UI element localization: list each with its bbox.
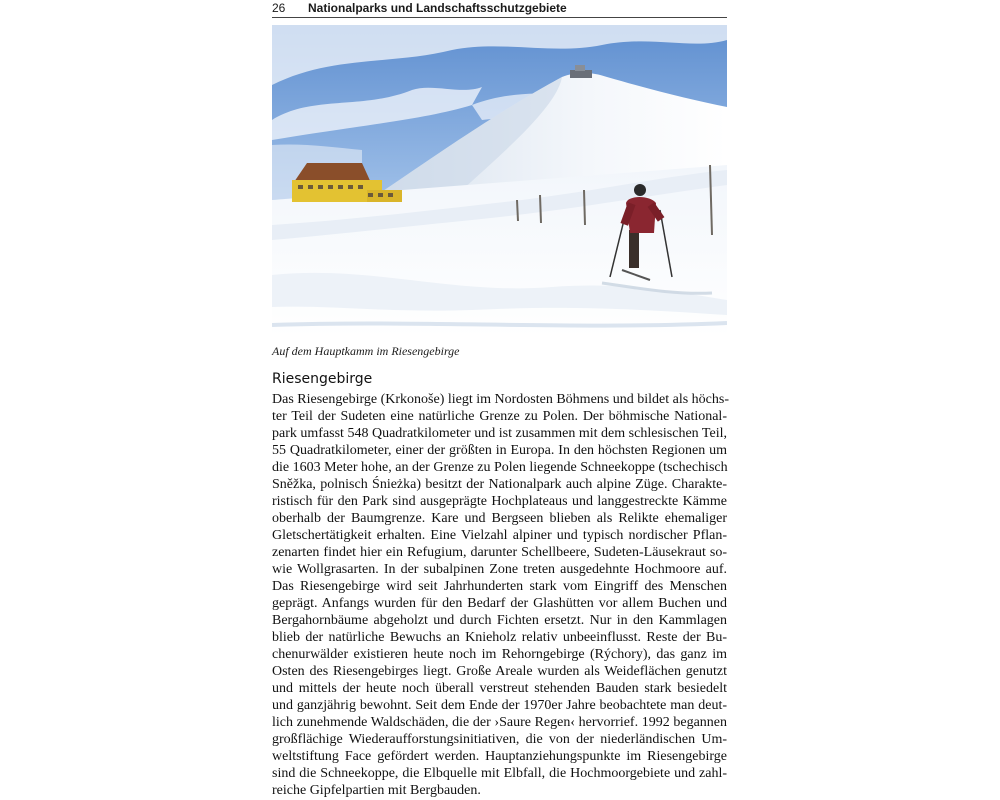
text-line: Sněžka, polnisch Śnieżka) besitzt der Nationalpark auch alpine Züge. Charakte- (272, 477, 727, 492)
running-head (272, 0, 727, 18)
text-line: Gletschertätigkeit erhalten. Eine Vielzahl alpiner und typisch nordischer Pflan- (272, 528, 727, 543)
text-line: oberhalb der Baumgrenze. Kare und Bergseen blieben als Relikte ehemaliger (272, 511, 727, 526)
text-line: chenurwälder existieren heute noch im Rehorngebirge (Rýchory), das ganz im (272, 647, 727, 662)
text-line: weltstiftung Face gefördert werden. Hauptanziehungspunkte im Riesengebirge (272, 749, 727, 764)
text-line: geprägt. Anfangs wurden für den Bedarf der Glashütten vor allem Buchen und (272, 596, 727, 611)
text-line: die 1603 Meter hohe, an der Grenze zu Polen liegende Schneekoppe (tschechisch (272, 460, 728, 475)
text-line: Das Riesengebirge (Krkonoše) liegt im Nordosten Böhmens und bildet als höchs- (272, 392, 729, 407)
text-line: Bergahornbäume abgeholzt und durch Fichten ersetzt. Nur in den Kammlagen (272, 613, 727, 628)
text-line: park umfasst 548 Quadratkilometer und ist zusammen mit dem schlesischen Teil, (272, 426, 727, 441)
section-heading: Riesengebirge (272, 371, 373, 387)
text-line: und ganzjährig bewohnt. Seit dem Ende der 1970er Jahre beobachtete man deut- (272, 698, 727, 713)
running-title: Nationalparks und Landschaftsschutzgebiete (308, 1, 567, 15)
text-line: reiche Gipfelpartien mit Bergbauden. (272, 783, 481, 798)
text-line: blieb der natürliche Bewuchs an Knieholz relativ unbeeinflusst. Reste der Bu- (272, 630, 727, 645)
text-line: großflächige Wiederaufforstungsinitiativen, die von der niederländischen Um- (272, 732, 727, 747)
book-page (272, 0, 727, 800)
text-line: 55 Quadratkilometer, einer der größten in Europa. In den höchsten Regionen um (272, 443, 727, 458)
body-paragraph (272, 391, 727, 799)
text-line: zenarten findet hier ein Refugium, darunter Schellbeere, Sudeten-Läusekraut so- (272, 545, 727, 560)
text-line: sind die Schneekoppe, die Elbquelle mit Elbfall, die Hochmoorgebiete und zahl- (272, 766, 727, 781)
page-number: 26 (272, 1, 286, 15)
photo-caption: Auf dem Hauptkamm im Riesengebirge (272, 344, 460, 358)
text-line: und mittels der heute noch überall verstreut stehenden Bauden stark besiedelt (272, 681, 727, 696)
text-line: Osten des Riesengebirges liegt. Große Areale wurden als Weideflächen genutzt (272, 664, 727, 679)
mountain-photo (272, 25, 727, 338)
text-line: lich zunehmende Waldschäden, die der ›Saure Regen‹ hervorrief. 1992 begannen (272, 715, 727, 730)
text-line: wie Wollgrasarten. In der subalpinen Zone treten ausgedehnte Hochmoore auf. (272, 562, 727, 577)
text-line: ter Teil der Sudeten eine natürliche Grenze zu Polen. Der böhmische National- (272, 409, 727, 424)
text-line: ristisch für den Park sind ausgeprägte Hochplateaus und langgestreckte Kämme (272, 494, 727, 509)
text-line: Das Riesengebirge wird seit Jahrhunderten stark vom Eingriff des Menschen (272, 579, 727, 594)
